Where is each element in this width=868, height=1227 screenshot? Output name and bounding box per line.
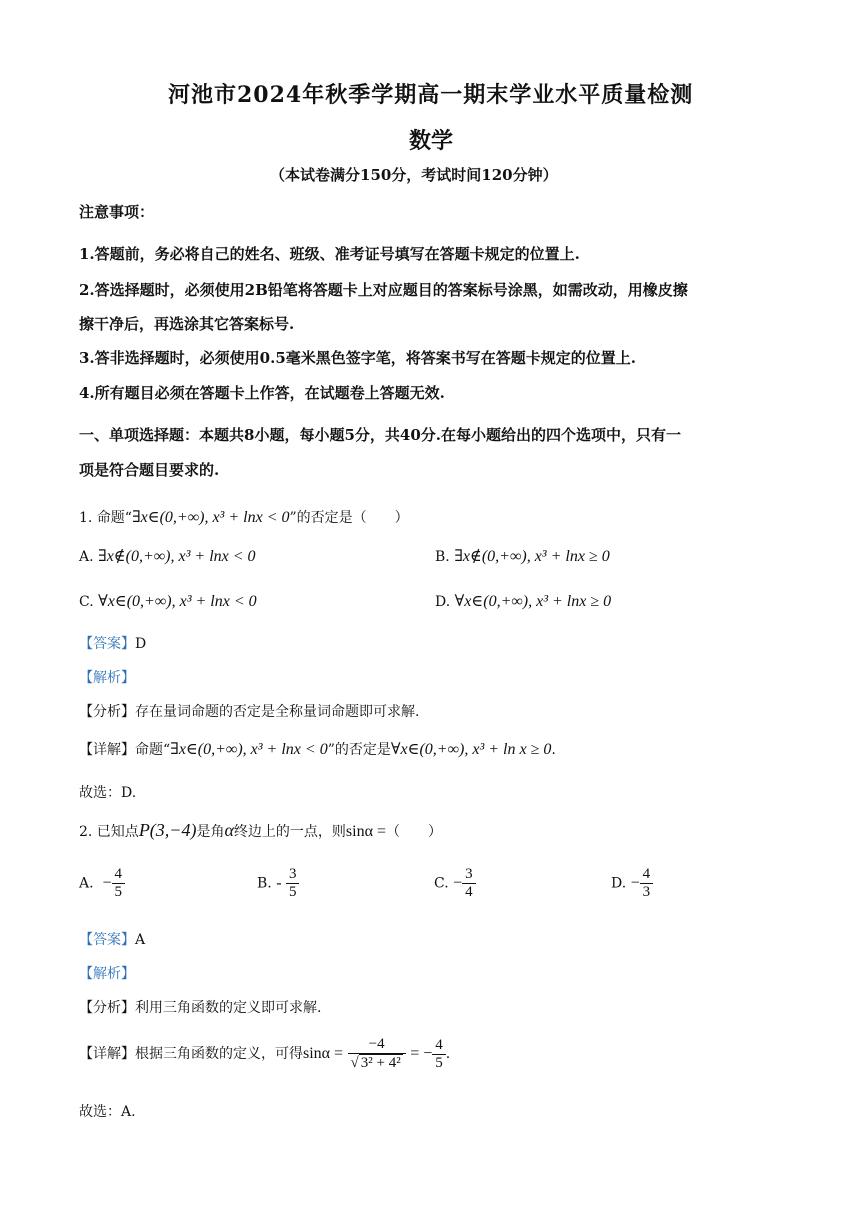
question-2-analysis-tag: 【解析】 [79, 966, 135, 982]
note-item-4: 4.所有题目必须在答题卡上作答，在试题卷上答题无效. [79, 384, 445, 402]
notes-heading: 注意事项： [79, 203, 155, 221]
fraction: $\frac{4}{5}$ [432, 1037, 446, 1072]
subject-title: 数学 [409, 128, 454, 154]
question-1-option-d[interactable]: D. ∀x∈(0,+∞), x³ + lnx ≥ 0 [435, 593, 612, 610]
question-1-option-c[interactable]: C. ∀x∈(0,+∞), x³ + lnx < 0 [79, 593, 257, 610]
question-2-answer: 【答案】A [79, 932, 146, 948]
question-1-option-a[interactable]: A. ∃x∉(0,+∞), x³ + lnx < 0 [79, 548, 256, 565]
question-2-option-c[interactable]: C. − $\frac{3}{4}$ [434, 866, 476, 901]
fraction: $\frac{4}{3}$ [640, 866, 654, 901]
section-heading-cont: 项是符合题目要求的. [79, 461, 220, 479]
question-1-analysis-tag: 【解析】 [79, 670, 135, 686]
question-1-answer: 【答案】D [79, 636, 147, 652]
fraction: $\frac{3}{4}$ [462, 866, 476, 901]
question-1-fenxi: 【分析】存在量词命题的否定是全称量词命题即可求解. [79, 704, 420, 720]
fraction: $\frac{-4}{\text{√ 3² + 4²}}$ [348, 1036, 406, 1072]
note-item-2-cont: 擦干净后，再选涂其它答案标号. [79, 315, 295, 333]
question-1-stem: 1. 命题“∃x∈(0,+∞), x³ + lnx < 0”的否定是（ ） [79, 509, 409, 526]
question-2-option-d[interactable]: D. − $\frac{4}{3}$ [611, 866, 653, 901]
note-item-1: 1.答题前，务必将自己的姓名、班级、准考证号填写在答题卡规定的位置上. [79, 245, 580, 263]
question-1-formula: ∃x∈(0,+∞), x³ + lnx < 0 [131, 509, 290, 526]
note-item-3: 3.答非选择题时，必须使用0.5毫米黑色签字笔，将答案书写在答题卡规定的位置上. [79, 349, 636, 367]
question-1-detail: 【详解】命题“∃x∈(0,+∞), x³ + lnx < 0”的否定是∀x∈(0,+∞), x³ + ln x ≥ 0. [79, 741, 556, 758]
question-2-option-b[interactable]: B. - $\frac{3}{5}$ [257, 866, 299, 901]
fraction: $\frac{3}{5}$ [286, 866, 300, 901]
question-1-conclusion: 故选：D. [79, 785, 137, 801]
page-title: 河池市2024年秋季学期高一期末学业水平质量检测 [168, 82, 694, 108]
question-2-stem: 2. 已知点P(3,−4)是角α终边上的一点，则sinα =（ ） [79, 820, 442, 840]
fraction: $\frac{4}{5}$ [112, 866, 126, 901]
note-item-2: 2.答选择题时，必须使用2B铅笔将答题卡上对应题目的答案标号涂黑，如需改动，用橡皮擦 [79, 281, 688, 299]
exam-info: （本试卷满分150分，考试时间120分钟） [270, 166, 558, 184]
question-2-detail: 【详解】根据三角函数的定义，可得sinα = $\frac{-4}{\text{√ 3² + 4²}}$ = − $\frac{4}{5}$ . [79, 1036, 451, 1071]
section-heading: 一、单项选择题：本题共8小题，每小题5分，共40分.在每小题给出的四个选项中，只有一 [79, 426, 681, 444]
question-2-option-a[interactable]: A. − $\frac{4}{5}$ [79, 866, 125, 901]
question-2-fenxi: 【分析】利用三角函数的定义即可求解. [79, 1000, 322, 1016]
question-1-option-b[interactable]: B. ∃x∉(0,+∞), x³ + lnx ≥ 0 [435, 548, 610, 565]
question-2-conclusion: 故选：A. [79, 1104, 136, 1120]
